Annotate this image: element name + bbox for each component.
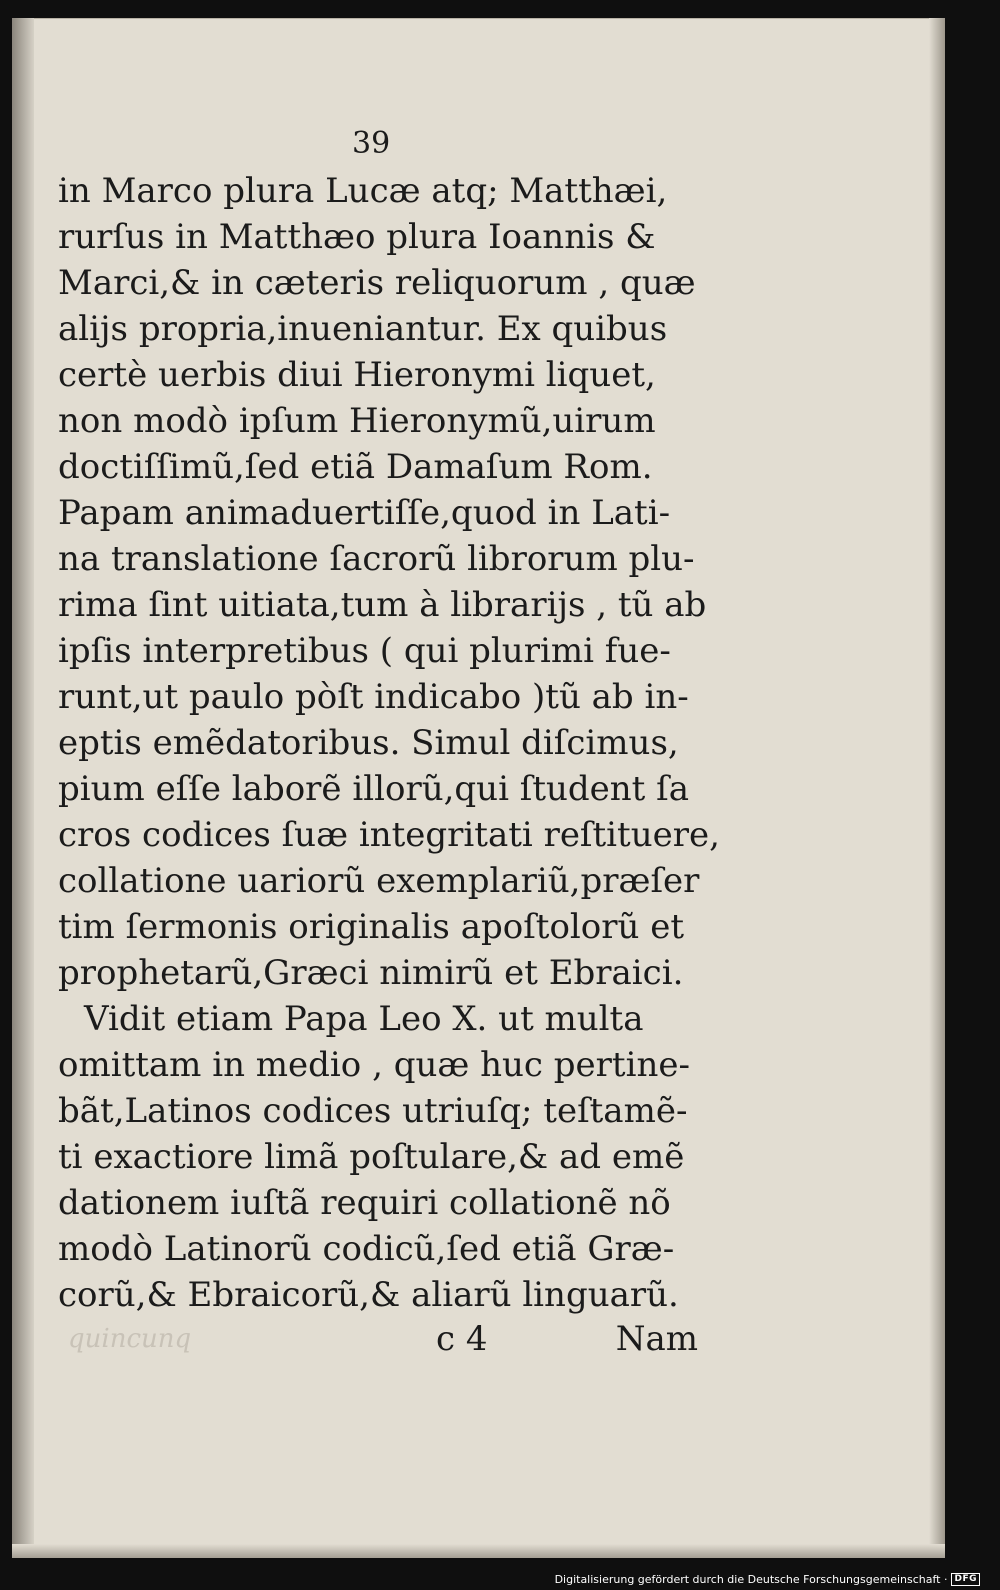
text-line: Papam animaduertiſſe,quod in Lati- [58,493,671,533]
text-line: doctiſſimũ,ſed etiã Damaſum Rom. [58,447,653,487]
text-line: rima ſint uitiata,tum à librarijs , tũ ab [58,585,707,625]
bleed-through-text: quincunq [68,1324,192,1354]
text-line: dationem iuſtã requiri collationẽ nõ [58,1183,671,1223]
page-footer [58,1316,698,1362]
text-line: prophetarũ,Græci nimirũ et Ebraici. [58,953,684,993]
signature-mark: c 4 [436,1319,488,1359]
text-line: alijs propria,inueniantur. Ex quibus [58,309,668,349]
text-line: tim ſermonis originalis apoſtolorũ et [58,907,684,947]
credit-text: Digitalisierung gefördert durch die Deutsche Forschungsgemeinschaft · [554,1573,948,1586]
page-number: 39 [352,126,391,161]
text-line: non modò ipſum Hieronymũ,uirum [58,401,656,441]
text-line: in Marco plura Lucæ atq; Matthæi, [58,171,668,211]
text-line: bãt,Latinos codices utriuſq; teſtamẽ- [58,1091,688,1131]
dfg-logo: DFG [951,1573,980,1586]
text-line: modò Latinorũ codicũ,ſed etiã Græ- [58,1229,675,1269]
text-line: pium eſſe laborẽ illorũ,qui ſtudent ſa [58,769,690,809]
text-line: runt,ut paulo pòſt indicabo )tũ ab in- [58,677,689,717]
text-line: na translatione ſacrorũ librorum plu- [58,539,695,579]
text-line: certè uerbis diui Hieronymi liquet, [58,355,656,395]
page-right-edge [929,18,945,1558]
text-line: omittam in medio , quæ huc pertine- [58,1045,690,1085]
text-line: Marci,& in cæteris reliquorum , quæ [58,263,696,303]
book-page [12,18,945,1558]
page-gutter-shadow [12,18,34,1558]
digitization-credit [555,1573,980,1586]
text-line: rurſus in Matthæo plura Ioannis & [58,217,656,257]
text-line: ti exactiore limã poſtulare,& ad emẽ [58,1137,685,1177]
page-bottom-edge [12,1544,945,1558]
text-line: eptis emẽdatoribus. Simul diſcimus, [58,723,679,763]
text-line: cros codices ſuæ integritati reſtituere, [58,815,720,855]
body-text [58,168,720,1318]
text-line: Vidit etiam Papa Leo X. ut multa [84,999,644,1039]
catchword: Nam [615,1319,698,1359]
text-line: collatione uariorũ exemplariũ,præſer [58,861,700,901]
text-line: ipſis interpretibus ( qui plurimi fue- [58,631,671,671]
text-line: corũ,& Ebraicorũ,& aliarũ linguarũ. [58,1275,679,1315]
